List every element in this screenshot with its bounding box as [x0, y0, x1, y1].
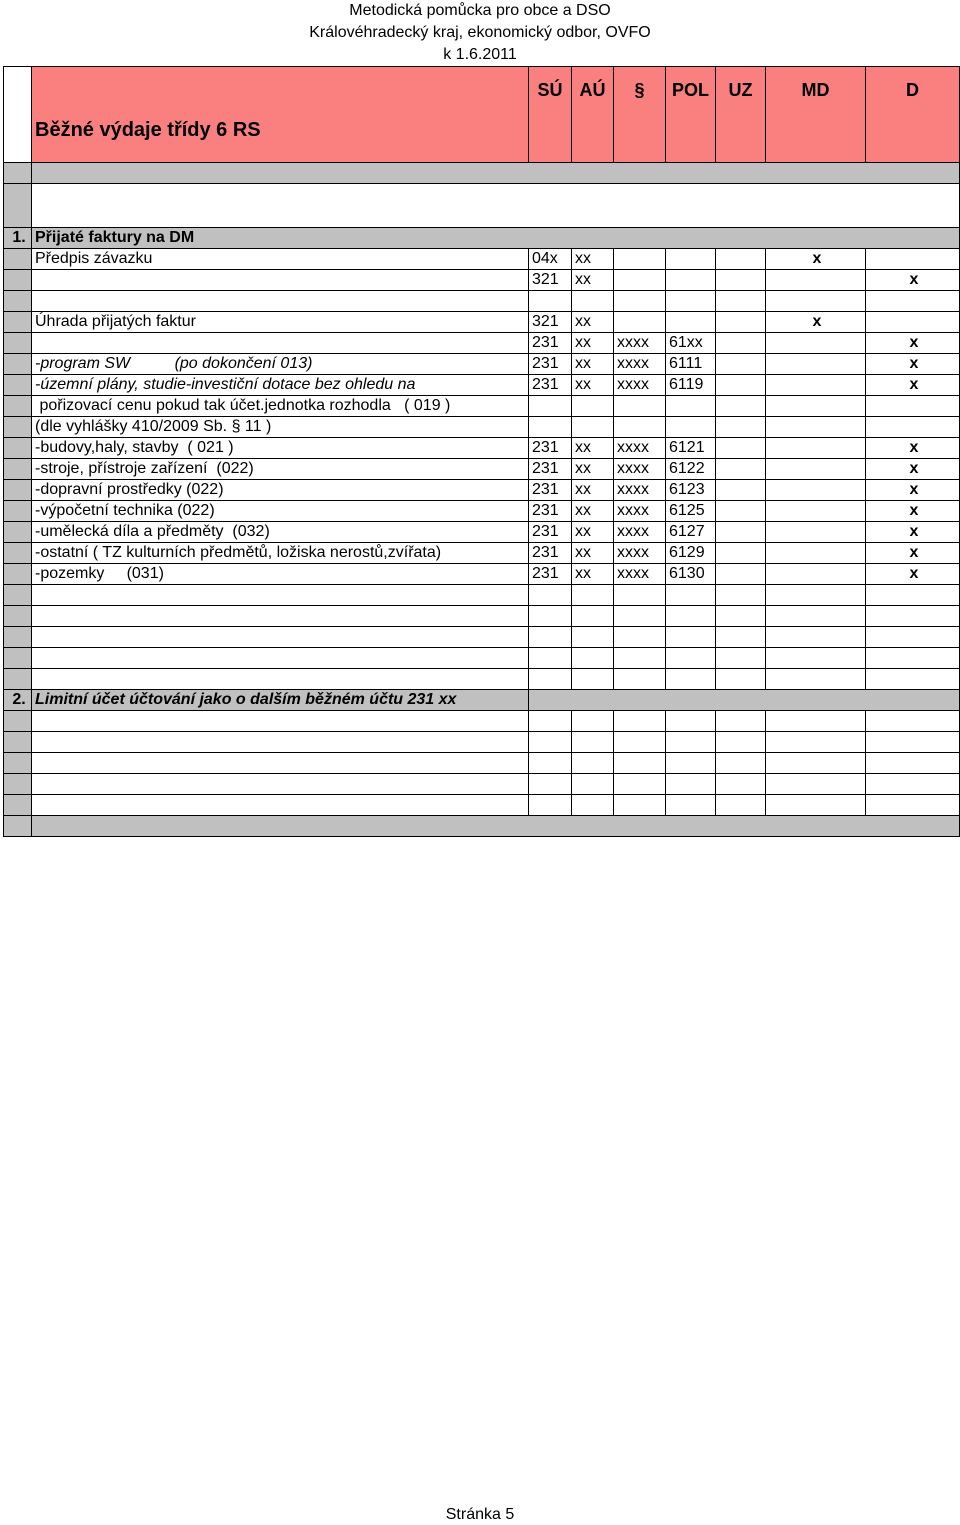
- empty-cell: [666, 711, 716, 732]
- cell-d: x: [866, 438, 960, 459]
- cell-d: [866, 312, 960, 333]
- row-label: [32, 606, 529, 627]
- table-row: [4, 438, 960, 459]
- empty-cell: [529, 585, 572, 606]
- col-uz: UZ: [716, 67, 766, 163]
- cell-au: xx: [572, 480, 614, 501]
- cell-d: x: [866, 354, 960, 375]
- row-num-cell: [4, 312, 32, 333]
- row-num-cell: [4, 396, 32, 417]
- row-num-cell: [4, 522, 32, 543]
- table-row: [4, 396, 960, 417]
- empty-cell: [529, 795, 572, 816]
- cell-uz: [716, 354, 766, 375]
- cell-pol: [666, 417, 716, 438]
- cell-su: 321: [529, 270, 572, 291]
- cell-su: 231: [529, 564, 572, 585]
- cell-au: xx: [572, 459, 614, 480]
- empty-cell: [572, 648, 614, 669]
- closing-cell: [4, 816, 32, 837]
- row-label: [32, 291, 529, 312]
- cell-au: xx: [572, 375, 614, 396]
- row-num-cell: [4, 270, 32, 291]
- row-label: -pozemky (031): [32, 564, 529, 585]
- empty-cell: [614, 585, 666, 606]
- table-row: [4, 312, 960, 333]
- row-num-cell: [4, 669, 32, 690]
- spacer-cell: [32, 184, 960, 228]
- empty-cell: [716, 753, 766, 774]
- section-1-number: 1.: [4, 228, 32, 249]
- table-row: [4, 564, 960, 585]
- empty-row: [4, 669, 960, 690]
- cell-par: xxxx: [614, 375, 666, 396]
- row-label: -ostatní ( TZ kulturních předmětů, ložiska nerostů,zvířata): [32, 543, 529, 564]
- row-num-cell: [4, 648, 32, 669]
- empty-cell: [529, 732, 572, 753]
- empty-row: [4, 606, 960, 627]
- cell-par: [614, 291, 666, 312]
- table-row: [4, 543, 960, 564]
- empty-row: [4, 627, 960, 648]
- cell-par: xxxx: [614, 564, 666, 585]
- empty-cell: [572, 711, 614, 732]
- empty-cell: [572, 606, 614, 627]
- empty-cell: [766, 774, 866, 795]
- table-row: [4, 375, 960, 396]
- empty-cell: [766, 585, 866, 606]
- accounting-table: [3, 66, 960, 837]
- cell-pol: 6129: [666, 543, 716, 564]
- cell-par: [614, 270, 666, 291]
- row-label: [32, 270, 529, 291]
- empty-cell: [572, 585, 614, 606]
- row-num-cell: [4, 438, 32, 459]
- cell-pol: 61xx: [666, 333, 716, 354]
- empty-cell: [572, 669, 614, 690]
- cell-par: xxxx: [614, 333, 666, 354]
- row-num-cell: [4, 480, 32, 501]
- cell-md: [766, 270, 866, 291]
- table-row: [4, 480, 960, 501]
- empty-cell: [666, 753, 716, 774]
- row-num-cell: [4, 774, 32, 795]
- empty-cell: [866, 795, 960, 816]
- row-label: [32, 753, 529, 774]
- row-num-cell: [4, 585, 32, 606]
- empty-cell: [716, 774, 766, 795]
- cell-su: 231: [529, 438, 572, 459]
- cell-su: [529, 291, 572, 312]
- cell-d: [866, 291, 960, 312]
- cell-su: 231: [529, 543, 572, 564]
- empty-cell: [866, 732, 960, 753]
- table-row: [4, 417, 960, 438]
- cell-d: [866, 249, 960, 270]
- cell-par: xxxx: [614, 480, 666, 501]
- cell-su: 231: [529, 459, 572, 480]
- cell-su: 231: [529, 333, 572, 354]
- section-2-fill: [529, 690, 960, 711]
- page-footer: Stránka 5: [445, 1506, 515, 1523]
- cell-su: [529, 396, 572, 417]
- row-label: [32, 333, 529, 354]
- row-label: Úhrada přijatých faktur: [32, 312, 529, 333]
- cell-su: 231: [529, 522, 572, 543]
- cell-su: 321: [529, 312, 572, 333]
- empty-cell: [666, 774, 716, 795]
- empty-cell: [529, 669, 572, 690]
- header-line-2: Královéhradecký kraj, ekonomický odbor, OVFO: [309, 24, 651, 41]
- cell-au: xx: [572, 354, 614, 375]
- row-label: -budovy,haly, stavby ( 021 ): [32, 438, 529, 459]
- cell-md: [766, 501, 866, 522]
- table-row: [4, 249, 960, 270]
- empty-cell: [766, 606, 866, 627]
- row-label: [32, 669, 529, 690]
- row-num-cell: [4, 606, 32, 627]
- cell-uz: [716, 480, 766, 501]
- row-label: -stroje, přístroje zařízení (022): [32, 459, 529, 480]
- empty-row: [4, 711, 960, 732]
- col-paragraph: §: [614, 67, 666, 163]
- cell-d: x: [866, 543, 960, 564]
- section-2-row: [4, 690, 960, 711]
- empty-cell: [866, 627, 960, 648]
- empty-cell: [529, 753, 572, 774]
- cell-au: [572, 396, 614, 417]
- cell-d: x: [866, 459, 960, 480]
- row-label: [32, 774, 529, 795]
- empty-cell: [666, 669, 716, 690]
- row-num-cell: [4, 333, 32, 354]
- cell-md: [766, 354, 866, 375]
- cell-su: 231: [529, 375, 572, 396]
- cell-par: xxxx: [614, 543, 666, 564]
- cell-md: x: [766, 249, 866, 270]
- header-corner: [4, 67, 32, 163]
- empty-cell: [766, 669, 866, 690]
- empty-row: [4, 774, 960, 795]
- cell-su: 04x: [529, 249, 572, 270]
- cell-md: [766, 480, 866, 501]
- cell-md: [766, 417, 866, 438]
- section-1-row: [4, 228, 960, 249]
- empty-cell: [666, 648, 716, 669]
- cell-par: [614, 312, 666, 333]
- empty-cell: [716, 606, 766, 627]
- cell-au: xx: [572, 564, 614, 585]
- cell-d: x: [866, 564, 960, 585]
- empty-row: [4, 795, 960, 816]
- separator-row: [4, 163, 960, 184]
- row-num-cell: [4, 564, 32, 585]
- cell-uz: [716, 459, 766, 480]
- cell-d: x: [866, 501, 960, 522]
- cell-au: xx: [572, 522, 614, 543]
- col-su: SÚ: [529, 67, 572, 163]
- empty-row: [4, 648, 960, 669]
- cell-uz: [716, 270, 766, 291]
- empty-cell: [666, 732, 716, 753]
- empty-cell: [866, 648, 960, 669]
- table-row: [4, 501, 960, 522]
- table-row: [4, 459, 960, 480]
- cell-pol: 6122: [666, 459, 716, 480]
- empty-cell: [866, 774, 960, 795]
- table-row: [4, 333, 960, 354]
- empty-row: [4, 585, 960, 606]
- row-label: -dopravní prostředky (022): [32, 480, 529, 501]
- table-header-row: [4, 67, 960, 163]
- closing-cell: [32, 816, 960, 837]
- cell-au: xx: [572, 438, 614, 459]
- empty-cell: [529, 648, 572, 669]
- empty-cell: [716, 585, 766, 606]
- cell-md: [766, 333, 866, 354]
- empty-cell: [766, 711, 866, 732]
- cell-md: [766, 438, 866, 459]
- cell-au: xx: [572, 501, 614, 522]
- row-num-cell: [4, 354, 32, 375]
- cell-pol: 6130: [666, 564, 716, 585]
- section-2-title: Limitní účet účtování jako o dalším běžném účtu 231 xx: [32, 690, 529, 711]
- cell-au: [572, 417, 614, 438]
- empty-cell: [666, 606, 716, 627]
- empty-cell: [572, 753, 614, 774]
- cell-au: xx: [572, 249, 614, 270]
- cell-pol: 6121: [666, 438, 716, 459]
- empty-cell: [614, 648, 666, 669]
- cell-su: 231: [529, 501, 572, 522]
- row-num-cell: [4, 417, 32, 438]
- empty-cell: [766, 627, 866, 648]
- cell-d: [866, 396, 960, 417]
- row-num-cell: [4, 732, 32, 753]
- empty-cell: [866, 711, 960, 732]
- cell-par: [614, 417, 666, 438]
- cell-uz: [716, 501, 766, 522]
- separator-cell: [32, 163, 960, 184]
- cell-d: x: [866, 333, 960, 354]
- cell-md: [766, 564, 866, 585]
- cell-pol: 6111: [666, 354, 716, 375]
- header-line-1: Metodická pomůcka pro obce a DSO: [349, 2, 611, 19]
- empty-cell: [529, 711, 572, 732]
- cell-par: xxxx: [614, 522, 666, 543]
- cell-par: xxxx: [614, 459, 666, 480]
- empty-cell: [666, 585, 716, 606]
- empty-cell: [614, 774, 666, 795]
- cell-pol: 6125: [666, 501, 716, 522]
- empty-cell: [529, 627, 572, 648]
- empty-cell: [866, 753, 960, 774]
- cell-au: [572, 291, 614, 312]
- cell-uz: [716, 417, 766, 438]
- row-label: [32, 627, 529, 648]
- row-label: -výpočetní technika (022): [32, 501, 529, 522]
- cell-au: xx: [572, 333, 614, 354]
- row-num-cell: [4, 795, 32, 816]
- cell-pol: [666, 312, 716, 333]
- empty-cell: [666, 627, 716, 648]
- col-d: D: [866, 67, 960, 163]
- empty-cell: [614, 711, 666, 732]
- cell-d: x: [866, 375, 960, 396]
- section-1-title: Přijaté faktury na DM: [32, 228, 960, 249]
- empty-cell: [716, 732, 766, 753]
- col-pol: POL: [666, 67, 716, 163]
- empty-cell: [614, 753, 666, 774]
- empty-cell: [572, 774, 614, 795]
- empty-cell: [614, 732, 666, 753]
- row-label: Předpis závazku: [32, 249, 529, 270]
- cell-par: xxxx: [614, 438, 666, 459]
- cell-au: xx: [572, 543, 614, 564]
- empty-cell: [614, 795, 666, 816]
- cell-uz: [716, 375, 766, 396]
- row-num-cell: [4, 543, 32, 564]
- empty-cell: [716, 627, 766, 648]
- empty-cell: [766, 732, 866, 753]
- cell-uz: [716, 564, 766, 585]
- row-label: pořizovací cenu pokud tak účet.jednotka rozhodla ( 019 ): [32, 396, 529, 417]
- empty-cell: [529, 606, 572, 627]
- spacer-num-cell: [4, 184, 32, 228]
- cell-su: [529, 417, 572, 438]
- row-num-cell: [4, 375, 32, 396]
- empty-cell: [716, 711, 766, 732]
- cell-pol: [666, 291, 716, 312]
- row-label: [32, 711, 529, 732]
- cell-md: [766, 522, 866, 543]
- cell-uz: [716, 438, 766, 459]
- row-num-cell: [4, 753, 32, 774]
- empty-cell: [614, 669, 666, 690]
- cell-pol: 6119: [666, 375, 716, 396]
- row-num-cell: [4, 627, 32, 648]
- cell-uz: [716, 312, 766, 333]
- empty-cell: [766, 795, 866, 816]
- cell-su: 231: [529, 480, 572, 501]
- empty-cell: [866, 585, 960, 606]
- cell-uz: [716, 396, 766, 417]
- col-md: MD: [766, 67, 866, 163]
- table-row: [4, 522, 960, 543]
- row-label: (dle vyhlášky 410/2009 Sb. § 11 ): [32, 417, 529, 438]
- cell-su: 231: [529, 354, 572, 375]
- empty-cell: [866, 606, 960, 627]
- cell-uz: [716, 291, 766, 312]
- closing-row: [4, 816, 960, 837]
- cell-d: x: [866, 270, 960, 291]
- row-label: -umělecká díla a předměty (032): [32, 522, 529, 543]
- row-num-cell: [4, 501, 32, 522]
- empty-row: [4, 732, 960, 753]
- empty-cell: [572, 795, 614, 816]
- cell-uz: [716, 249, 766, 270]
- section-2-number: 2.: [4, 690, 32, 711]
- cell-pol: [666, 270, 716, 291]
- cell-d: x: [866, 480, 960, 501]
- row-num-cell: [4, 459, 32, 480]
- cell-pol: 6127: [666, 522, 716, 543]
- cell-par: xxxx: [614, 354, 666, 375]
- cell-par: xxxx: [614, 501, 666, 522]
- table-row: [4, 354, 960, 375]
- cell-pol: 6123: [666, 480, 716, 501]
- empty-row: [4, 753, 960, 774]
- empty-cell: [529, 774, 572, 795]
- empty-cell: [572, 732, 614, 753]
- cell-md: x: [766, 312, 866, 333]
- cell-par: [614, 249, 666, 270]
- table-row: [4, 291, 960, 312]
- empty-cell: [866, 669, 960, 690]
- empty-cell: [666, 795, 716, 816]
- empty-cell: [572, 627, 614, 648]
- spacer-row: [4, 184, 960, 228]
- cell-uz: [716, 333, 766, 354]
- cell-d: [866, 417, 960, 438]
- empty-cell: [716, 795, 766, 816]
- cell-md: [766, 291, 866, 312]
- cell-md: [766, 375, 866, 396]
- col-au: AÚ: [572, 67, 614, 163]
- row-num-cell: [4, 711, 32, 732]
- separator-cell: [4, 163, 32, 184]
- cell-pol: [666, 396, 716, 417]
- cell-md: [766, 396, 866, 417]
- cell-uz: [716, 522, 766, 543]
- cell-md: [766, 543, 866, 564]
- row-label: [32, 795, 529, 816]
- cell-d: x: [866, 522, 960, 543]
- header-line-3: k 1.6.2011: [443, 46, 517, 63]
- row-label: -územní plány, studie-investiční dotace bez ohledu na: [32, 375, 529, 396]
- table-title: Běžné výdaje třídy 6 RS: [32, 67, 529, 163]
- empty-cell: [766, 753, 866, 774]
- row-num-cell: [4, 249, 32, 270]
- cell-au: xx: [572, 312, 614, 333]
- empty-cell: [716, 648, 766, 669]
- cell-par: [614, 396, 666, 417]
- empty-cell: [766, 648, 866, 669]
- row-num-cell: [4, 291, 32, 312]
- row-label: [32, 732, 529, 753]
- row-label: -program SW (po dokončení 013): [32, 354, 529, 375]
- empty-cell: [716, 669, 766, 690]
- table-row: [4, 270, 960, 291]
- empty-cell: [614, 627, 666, 648]
- cell-au: xx: [572, 270, 614, 291]
- cell-uz: [716, 543, 766, 564]
- row-label: [32, 585, 529, 606]
- cell-pol: [666, 249, 716, 270]
- row-label: [32, 648, 529, 669]
- empty-cell: [614, 606, 666, 627]
- cell-md: [766, 459, 866, 480]
